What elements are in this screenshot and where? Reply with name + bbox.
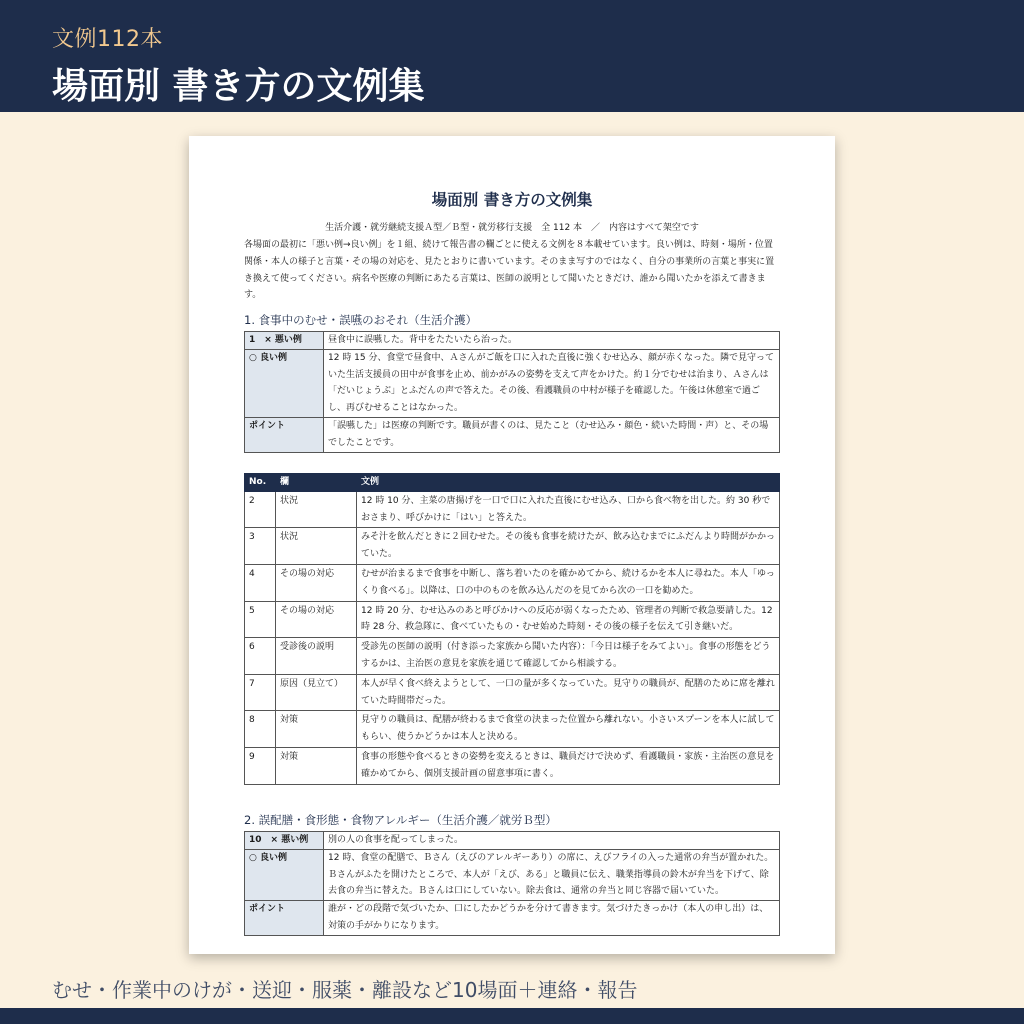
section-1-heading: 1. 食事中のむせ・誤嚥のおそれ（生活介護） <box>244 313 478 327</box>
row-label: 1 × 悪い例 <box>245 332 324 350</box>
cell-text: 12 時 10 分、主菜の唐揚げを一口で口に入れた直後にむせ込み、口から食べ物を出した。約 30 秒でおさまり、呼びかけに「はい」と答えた。 <box>357 491 780 528</box>
table-row <box>245 332 780 350</box>
table-row <box>245 564 780 601</box>
row-label: 10 × 悪い例 <box>245 832 324 850</box>
cell-no: 2 <box>245 491 276 528</box>
cell-field: 対策 <box>276 711 357 748</box>
row-text: 12 時、食堂の配膳で、Ｂさん（えびのアレルギーあり）の席に、えびフライの入った通常の弁当が置かれた。Ｂさんがふたを開けたところで、本人が「えび、ある」と職員に伝え、職業指導員の鈴木が弁当を下げて、除去食の弁当に替えた。Ｂさんは口にしていない。除去食は、通常の弁当と同じ容器で届いていた。 <box>324 849 780 900</box>
cell-no: 8 <box>245 711 276 748</box>
row-label: ポイント <box>245 901 324 936</box>
row-label: ○ 良い例 <box>245 849 324 900</box>
cell-no: 6 <box>245 638 276 675</box>
banner-kicker: 文例112本 <box>52 27 163 52</box>
section-2-example-table <box>244 831 780 936</box>
cell-text: 食事の形態や食べるときの姿勢を変えるときは、職員だけで決めず、看護職員・家族・主治医の意見を確かめてから、個別支援計画の留意事項に書く。 <box>357 747 780 784</box>
document-page <box>189 136 835 954</box>
table-row <box>245 417 780 452</box>
row-text: 昼食中に誤嚥した。背中をたたいたら治った。 <box>324 332 780 350</box>
table-row <box>245 747 780 784</box>
cell-text: むせが治まるまで食事を中断し、落ち着いたのを確かめてから、続けるかを本人に尋ねた。本人「ゆっくり食べる」。以降は、口の中のものを飲み込んだのを見てから次の一口を勧めた。 <box>357 564 780 601</box>
table-row <box>245 349 780 417</box>
table-row <box>245 711 780 748</box>
cell-field: 受診後の説明 <box>276 638 357 675</box>
banner-headline: 場面別 書き方の文例集 <box>52 66 425 107</box>
table-header-row <box>245 474 780 492</box>
table-row <box>245 901 780 936</box>
row-label: ポイント <box>245 417 324 452</box>
cell-text: 受診先の医師の説明（付き添った家族から聞いた内容）：「今日は様子をみてよい」。食事の形態をどうするかは、主治医の意見を家族を通じて確認してから相談する。 <box>357 638 780 675</box>
section-1-sample-list <box>244 473 780 785</box>
row-text: 誰が・どの段階で気づいたか、口にしたかどうかを分けて書きます。気づけたきっかけ（本人の申し出）は、対策の手がかりになります。 <box>324 901 780 936</box>
section-1-example-table <box>244 331 780 453</box>
cell-text: 見守りの職員は、配膳が終わるまで食堂の決まった位置から離れない。小さいスプーンを本人に試してもらい、使うかどうかは本人と決める。 <box>357 711 780 748</box>
cell-no: 9 <box>245 747 276 784</box>
document-intro: 各場面の最初に「悪い例→良い例」を１組、続けて報告書の欄ごとに使える文例を８本載せています。良い例は、時刻・場所・位置関係・本人の様子と言葉・その場の対応を、見たとおりに書いています。そのまま写すのではなく、自分の事業所の言葉と事実に置き換えて使ってください。病名や医療の判断にあたる言葉は、医師の説明として聞いたときだけ、誰から聞いたかを添えて書きます。 <box>244 240 775 301</box>
cell-no: 4 <box>245 564 276 601</box>
footer-caption: むせ・作業中のけが・送迎・服薬・離設など10場面＋連絡・報告 <box>52 978 638 1002</box>
cell-field: 状況 <box>276 528 357 565</box>
column-header-no: No. <box>245 474 276 492</box>
table-row <box>245 491 780 528</box>
column-header-text: 文例 <box>357 474 780 492</box>
row-text: 別の人の食事を配ってしまった。 <box>324 832 780 850</box>
row-label: ○ 良い例 <box>245 349 324 417</box>
cell-field: その場の対応 <box>276 564 357 601</box>
footer-bar <box>0 1008 1024 1024</box>
table-row <box>245 638 780 675</box>
cell-no: 5 <box>245 601 276 638</box>
table-row <box>245 528 780 565</box>
cell-field: 対策 <box>276 747 357 784</box>
cell-field: その場の対応 <box>276 601 357 638</box>
cell-no: 3 <box>245 528 276 565</box>
header-banner <box>0 0 1024 112</box>
cell-no: 7 <box>245 674 276 711</box>
column-header-field: 欄 <box>276 474 357 492</box>
table-row <box>245 674 780 711</box>
section-2-heading: 2. 誤配膳・食形態・食物アレルギー（生活介護／就労Ｂ型） <box>244 813 557 827</box>
document-title: 場面別 書き方の文例集 <box>431 191 593 209</box>
row-text: 12 時 15 分、食堂で昼食中、Ａさんがご飯を口に入れた直後に強くむせ込み、顔が赤くなった。隣で見守っていた生活支援員の田中が食事を止め、前かがみの姿勢を支えて声をかけた。約１分でむせは治まり、Ａさんは「だいじょうぶ」とふだんの声で答えた。その後、看護職員の中村が様子を確認した。午後は休憩室で過ごし、再びむせることはなかった。 <box>324 349 780 417</box>
cell-field: 状況 <box>276 491 357 528</box>
table-row <box>245 849 780 900</box>
cell-field: 原因（見立て） <box>276 674 357 711</box>
cell-text: 12 時 20 分、むせ込みのあと呼びかけへの反応が弱くなったため、管理者の判断で救急要請した。12 時 28 分、救急隊に、食べていたもの・むせ始めた時刻・その後の様子を伝えて引き継いだ。 <box>357 601 780 638</box>
cell-text: 本人が早く食べ終えようとして、一口の量が多くなっていた。見守りの職員が、配膳のために席を離れていた時間帯だった。 <box>357 674 780 711</box>
row-text: 「誤嚥した」は医療の判断です。職員が書くのは、見たこと（むせ込み・顔色・続いた時間・声）と、その場でしたことです。 <box>324 417 780 452</box>
table-row <box>245 601 780 638</box>
cell-text: みそ汁を飲んだときに２回むせた。その後も食事を続けたが、飲み込むまでにふだんより時間がかかっていた。 <box>357 528 780 565</box>
table-row <box>245 832 780 850</box>
document-subtitle: 生活介護・就労継続支援Ａ型／Ｂ型・就労移行支援 全 112 本 ／ 内容はすべて架空です <box>325 223 699 233</box>
